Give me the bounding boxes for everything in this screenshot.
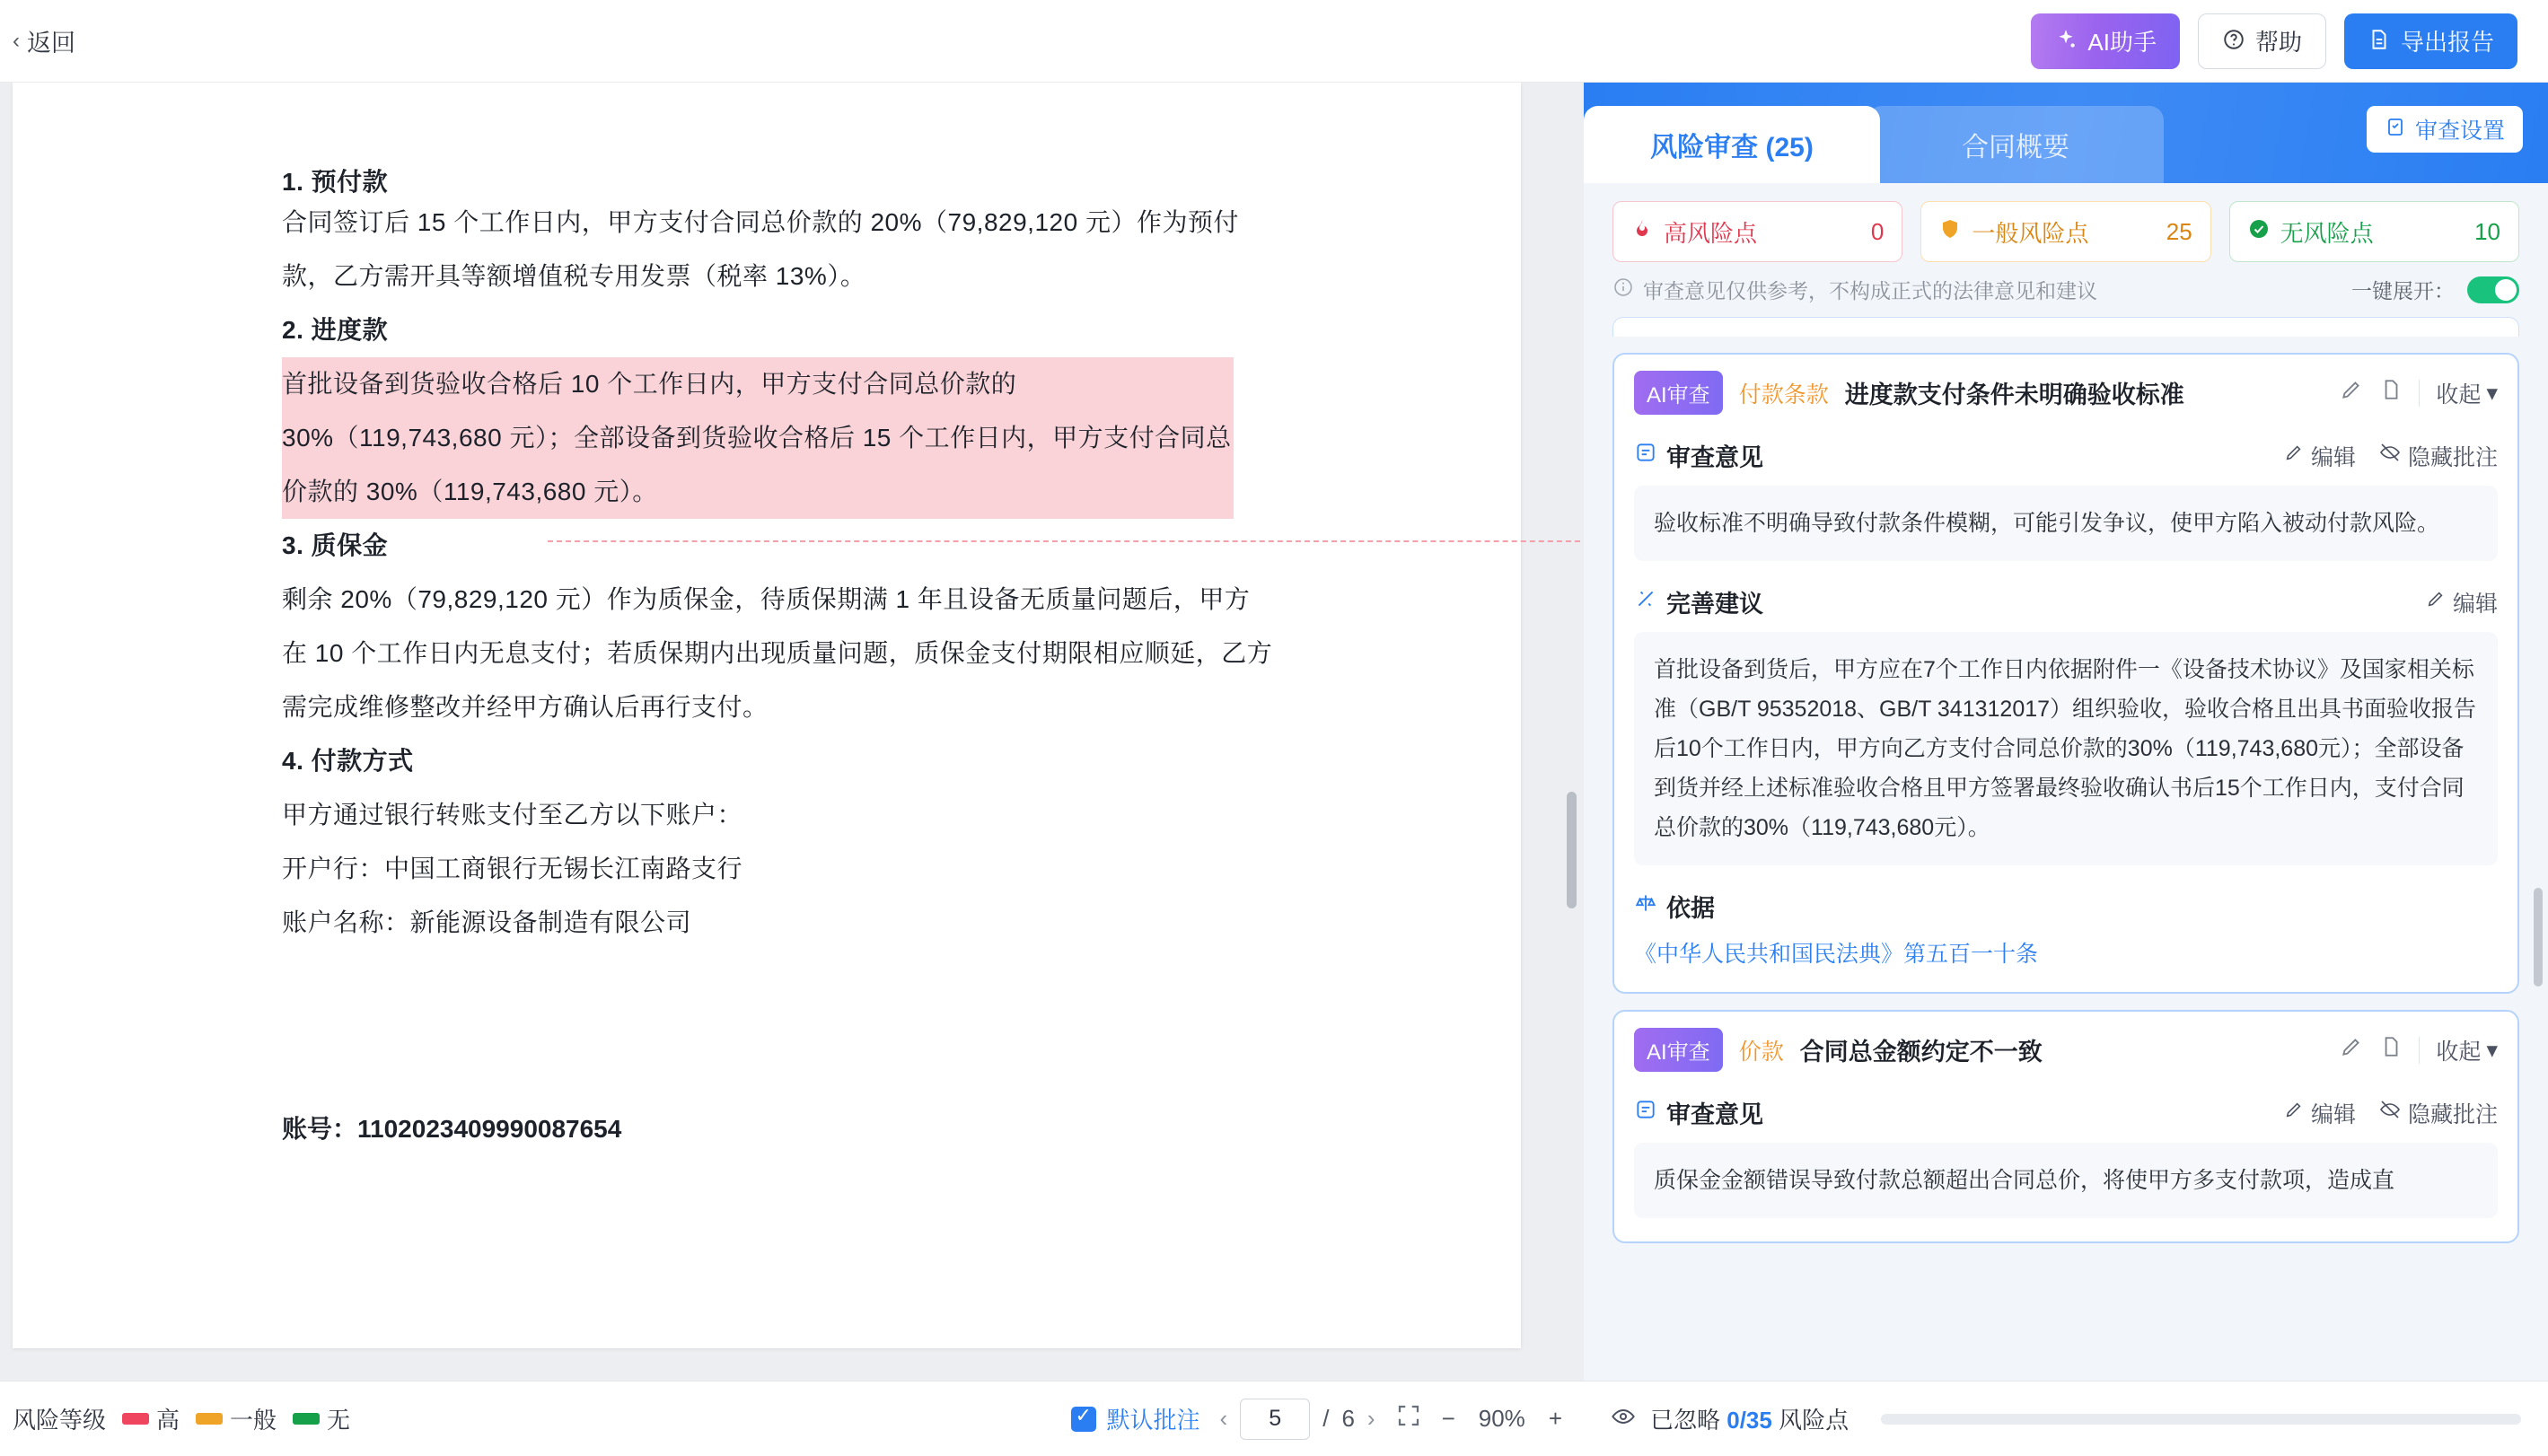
next-page-icon[interactable]: ›	[1366, 1405, 1375, 1432]
review-notice-text: 审查意见仅供参考，不构成正式的法律意见和建议	[1643, 279, 2097, 303]
section-body-suggestion: 首批设备到货后，甲方应在7个工作日内依据附件一《设备技术协议》及国家相关标准（GB/T 95352018、GB/T 341312017）组织验收，验收合格且出具书面验收报告后10个工作日内，甲方向乙方支付合同总价款的30%（119,743,680元）；全部设备到货并经上述标准验收合格且甲方签署最终验收确认书后15个工作日内，支付合同总价款的30%（119,743,680元）。	[1634, 632, 2498, 865]
stat-medium-risk-count: 25	[2166, 217, 2192, 245]
note-icon	[1634, 441, 1657, 470]
ai-review-badge: AI审查	[1634, 371, 1723, 415]
review-header	[1584, 83, 2548, 183]
pencil-icon	[2284, 1100, 2304, 1126]
legend-label-none: 无	[327, 1407, 351, 1434]
shield-icon	[1939, 218, 1961, 246]
top-bar	[0, 0, 2548, 83]
hide-annotation-button[interactable]	[2379, 440, 2498, 472]
pencil-icon[interactable]	[2340, 378, 2363, 408]
scale-icon	[1634, 891, 1657, 921]
collapse-label: 收起	[2436, 382, 2482, 408]
legend-swatch-high	[122, 1413, 149, 1425]
stat-high-risk[interactable]	[1612, 201, 1902, 262]
risk-legend	[13, 1402, 350, 1435]
legal-basis-link[interactable]: 《中华人民共和国民法典》第五百一十条	[1634, 942, 2039, 967]
risk-card-title: 进度款支付条件未明确验收标准	[1844, 382, 2184, 408]
review-settings-button[interactable]	[2367, 106, 2523, 153]
legend-item-high	[122, 1402, 180, 1435]
expand-all-toggle[interactable]	[2467, 276, 2519, 303]
document-panel	[0, 83, 1584, 1456]
hide-annotation-label: 隐藏批注	[2407, 444, 2498, 470]
risk-card[interactable]	[1612, 1010, 2519, 1243]
zoom-controls	[1442, 1405, 1562, 1433]
risk-card[interactable]	[1612, 353, 2519, 994]
section-header-opinion	[1634, 1095, 2498, 1130]
tab-risk-review[interactable]: 风险审查 (25)	[1584, 106, 1880, 183]
review-panel	[1584, 83, 2548, 1456]
collapse-toggle[interactable]	[2436, 377, 2498, 409]
page-navigator	[1220, 1399, 1375, 1440]
doc-line: 3. 质保金	[282, 531, 389, 559]
doc-line: 剩余 20%（79,829,120 元）作为质保金，待质保期满 1 年且设备无质量问题后，甲方	[282, 585, 1251, 613]
question-circle-icon	[2222, 28, 2245, 55]
help-button[interactable]	[2198, 13, 2326, 69]
stat-high-risk-count: 0	[1870, 217, 1885, 245]
check-circle-icon	[2248, 218, 2270, 246]
annotation-connector-line	[548, 540, 1584, 542]
chevron-down-icon: ▾	[2486, 1037, 2498, 1063]
doc-highlighted-clause[interactable]: 首批设备到货验收合格后 10 个工作日内，甲方支付合同总价款的 30%（119,743,680 元）；全部设备到货验收合格后 15 个工作日内，甲方支付合同总价款的 30%（119,743,680 元）。	[282, 357, 1234, 519]
section-title: 审查意见	[1666, 1101, 1763, 1128]
doc-line: 需完成维修整改并经甲方确认后再行支付。	[282, 693, 769, 721]
legend-item-medium	[196, 1402, 277, 1435]
prev-page-icon[interactable]: ‹	[1219, 1405, 1228, 1432]
risk-stats-row	[1584, 183, 2548, 262]
risk-card-list[interactable]	[1584, 313, 2548, 1381]
document-footer-center	[1071, 1399, 1562, 1440]
stat-no-risk-label: 无风险点	[2280, 219, 2374, 247]
section-header-suggestion	[1634, 584, 2498, 619]
risk-card-title: 合同总金额约定不一致	[1799, 1039, 2043, 1066]
review-tabs	[1584, 83, 2164, 183]
pencil-icon[interactable]	[2340, 1035, 2363, 1065]
pencil-icon	[2426, 589, 2446, 615]
doc-line: 4. 付款方式	[282, 747, 414, 775]
stat-medium-risk[interactable]	[1920, 201, 2210, 262]
wand-icon	[1634, 587, 1657, 617]
eye-off-icon	[2379, 1099, 2401, 1127]
chevron-down-icon: ▾	[2486, 380, 2498, 406]
collapse-label: 收起	[2436, 1039, 2482, 1065]
review-notice	[1584, 262, 2548, 313]
page-separator: /	[1322, 1405, 1330, 1432]
back-label: 返回	[27, 30, 75, 57]
doc-spacer	[282, 950, 1395, 1102]
doc-line: 2. 进度款	[282, 316, 389, 344]
risk-card-header	[1634, 1028, 2498, 1072]
edit-opinion-button[interactable]	[2284, 1097, 2356, 1129]
ignored-count: 0/35	[1726, 1407, 1772, 1434]
export-icon	[2368, 28, 2391, 55]
chevron-left-icon: ‹	[13, 28, 20, 53]
note-icon	[1634, 1098, 1657, 1127]
expand-all-label: 一键展开：	[2351, 279, 2455, 303]
main-body	[0, 83, 2548, 1456]
info-icon	[1612, 276, 1634, 303]
stat-no-risk-count: 10	[2474, 217, 2500, 245]
file-icon[interactable]	[2379, 378, 2403, 408]
hide-annotation-label: 隐藏批注	[2407, 1101, 2498, 1127]
sparkle-icon	[2054, 28, 2078, 55]
risk-level-label: 风险等级	[13, 1407, 107, 1434]
clause-type-badge: 付款条款	[1738, 382, 1829, 408]
doc-line: 在 10 个工作日内无息支付；若质保期内出现质量问题，质保金支付期限相应顺延，乙方	[282, 639, 1273, 667]
fire-icon	[1631, 218, 1653, 246]
back-button[interactable]	[13, 23, 75, 58]
fullscreen-icon[interactable]	[1395, 1402, 1422, 1435]
edit-suggestion-button[interactable]	[2426, 586, 2498, 618]
zoom-out-button[interactable]: −	[1441, 1405, 1455, 1432]
doc-line: 开户行：中国工商银行无锡长江南路支行	[282, 855, 743, 882]
page-number-input[interactable]	[1240, 1399, 1310, 1440]
header-divider	[2419, 1037, 2420, 1064]
doc-line: 甲方通过银行转账支付至乙方以下账户：	[282, 801, 743, 829]
legend-swatch-medium	[196, 1413, 223, 1425]
zoom-level-label: 90%	[1478, 1405, 1525, 1432]
edit-opinion-button[interactable]	[2284, 440, 2356, 472]
review-vertical-scrollbar[interactable]	[2534, 888, 2543, 987]
ai-assistant-button[interactable]	[2031, 13, 2180, 69]
document-scroll-area[interactable]	[0, 83, 1584, 1381]
file-icon[interactable]	[2379, 1035, 2403, 1065]
clause-type-badge: 价款	[1738, 1039, 1784, 1065]
ignored-suffix: 风险点	[1771, 1407, 1849, 1434]
eye-off-icon	[2379, 442, 2401, 469]
page-total: 6	[1341, 1405, 1355, 1432]
collapse-toggle[interactable]	[2436, 1034, 2498, 1066]
section-title: 完善建议	[1666, 591, 1763, 618]
default-annotation-label: 默认批注	[1106, 1407, 1200, 1434]
risk-card-header	[1634, 371, 2498, 415]
stat-high-risk-label: 高风险点	[1664, 219, 1758, 247]
clipboard-check-icon	[2385, 116, 2406, 144]
review-settings-label: 审查设置	[2414, 118, 2505, 144]
stat-no-risk[interactable]	[2229, 201, 2519, 262]
tab-contract-summary[interactable]: 合同概要	[1867, 106, 2164, 183]
help-label: 帮助	[2254, 29, 2302, 56]
document-page	[13, 83, 1521, 1348]
ai-assistant-label: AI助手	[2087, 29, 2157, 56]
review-footer-scrollbar[interactable]	[1881, 1414, 2521, 1425]
edit-label: 编辑	[2310, 444, 2356, 470]
pencil-icon	[2284, 443, 2304, 469]
export-report-button[interactable]	[2344, 13, 2517, 69]
edit-label: 编辑	[2452, 591, 2498, 617]
section-header-basis	[1634, 889, 2498, 924]
legend-item-none	[293, 1402, 350, 1435]
section-body-opinion: 验收标准不明确导致付款条件模糊，可能引发争议，使甲方陷入被动付款风险。	[1634, 486, 2498, 561]
ai-review-badge: AI审查	[1634, 1028, 1723, 1072]
review-footer	[1584, 1381, 2548, 1456]
hide-annotation-button[interactable]	[2379, 1097, 2498, 1129]
section-title: 依据	[1666, 895, 1715, 922]
checkbox-checked-icon[interactable]	[1071, 1407, 1096, 1432]
section-title: 审查意见	[1666, 444, 1763, 471]
section-body-opinion: 质保金金额错误导致付款总额超出合同总价，将使甲方多支付款项，造成直	[1634, 1143, 2498, 1218]
edit-label: 编辑	[2310, 1101, 2356, 1127]
card-partial-above	[1612, 317, 2519, 337]
zoom-in-button[interactable]: +	[1548, 1405, 1562, 1432]
ignored-count-text	[1650, 1402, 1849, 1435]
document-footer	[0, 1381, 1584, 1456]
legend-label-medium: 一般	[230, 1407, 277, 1434]
doc-line: 账户名称：新能源设备制造有限公司	[282, 908, 692, 936]
doc-line: 1. 预付款	[282, 169, 389, 196]
doc-line: 款，乙方需开具等额增值税专用发票（税率 13%）。	[282, 262, 866, 290]
doc-account-number: 账号：1102023409990087654	[282, 1115, 622, 1143]
top-actions	[2031, 13, 2517, 69]
ignored-prefix: 已忽略	[1650, 1407, 1727, 1434]
export-label: 导出报告	[2400, 29, 2494, 56]
doc-line: 合同签订后 15 个工作日内，甲方支付合同总价款的 20%（79,829,120 元）作为预付	[282, 208, 1239, 236]
document-vertical-scrollbar[interactable]	[1567, 792, 1577, 908]
eye-icon[interactable]	[1611, 1404, 1636, 1434]
section-header-opinion	[1634, 438, 2498, 473]
stat-medium-risk-label: 一般风险点	[1972, 219, 2089, 247]
legend-swatch-none	[293, 1413, 320, 1425]
default-annotation-toggle[interactable]	[1071, 1402, 1200, 1435]
legend-label-high: 高	[156, 1407, 180, 1434]
header-divider	[2419, 380, 2420, 407]
